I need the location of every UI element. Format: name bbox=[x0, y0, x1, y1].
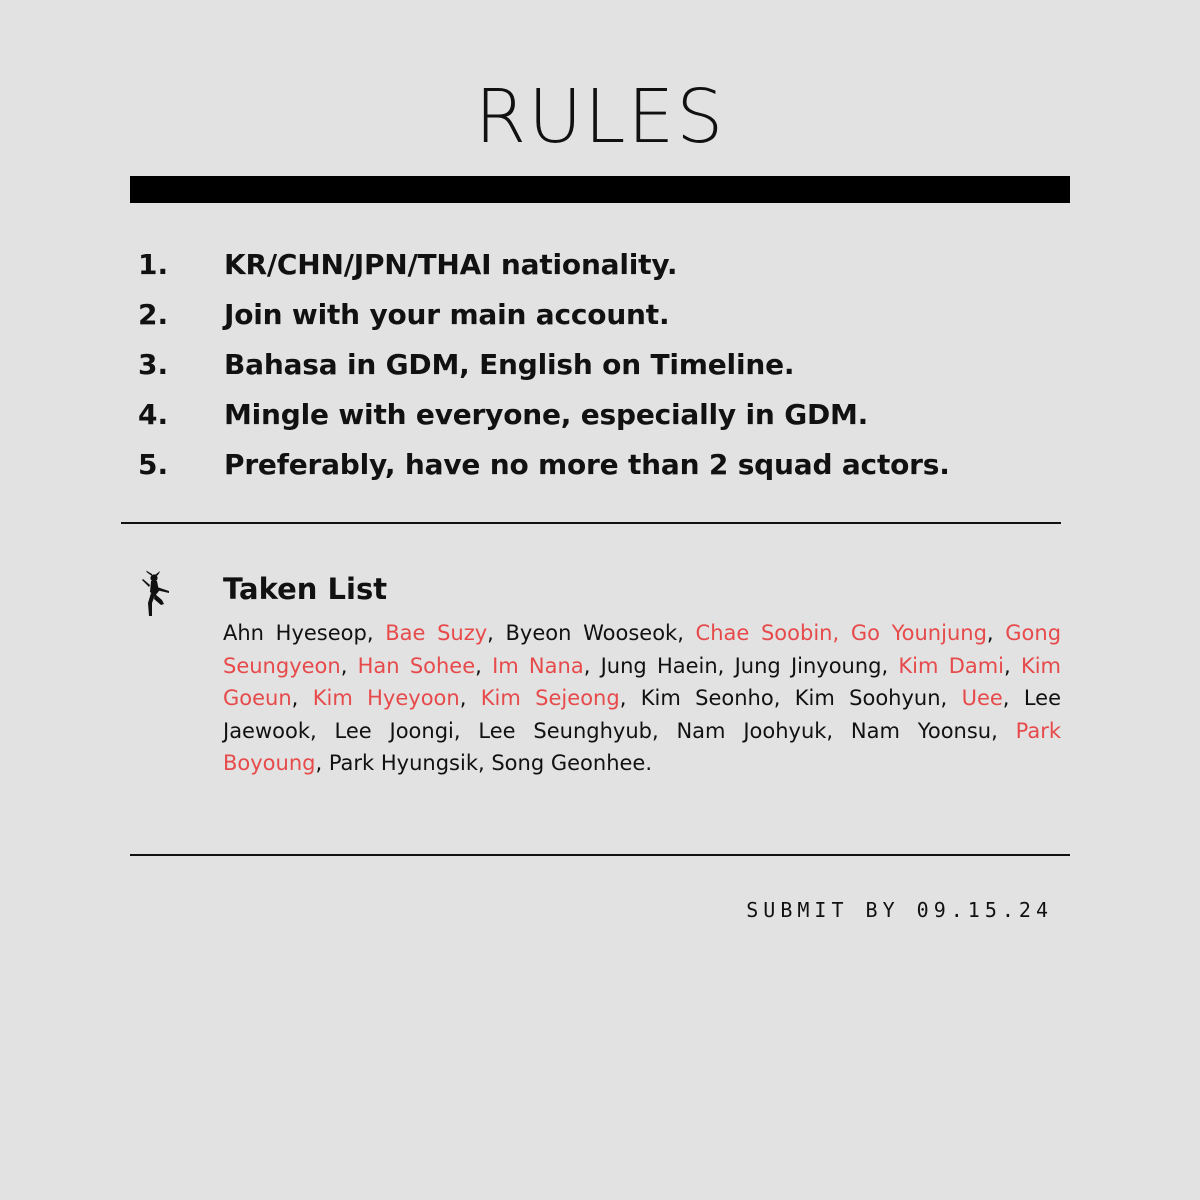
taken-name-text: Ahn Hyeseop bbox=[223, 621, 367, 645]
taken-name-highlighted: Chae Soobin, Go Younjung bbox=[695, 621, 987, 645]
taken-name-highlighted: Han Sohee bbox=[357, 653, 476, 678]
taken-name-text: , Jung Haein, Jung Jinyoung, bbox=[583, 653, 899, 678]
dancer-icon bbox=[134, 570, 174, 620]
rule-item bbox=[138, 290, 1078, 340]
rules-list bbox=[138, 240, 1078, 490]
taken-name-text: , Kim Seonho, Kim Soohyun, bbox=[619, 686, 962, 710]
title-underline-bar bbox=[130, 176, 1070, 203]
page-title: RULES bbox=[474, 74, 726, 160]
taken-name-highlighted: Kim Sejeong bbox=[480, 686, 620, 710]
submit-deadline: SUBMIT BY 09.15.24 bbox=[746, 898, 1053, 922]
taken-name-text: , Park Hyungsik, Song Geonhee. bbox=[315, 751, 653, 775]
rules-divider bbox=[121, 522, 1061, 524]
rule-number: 2. bbox=[138, 298, 169, 331]
taken-name-highlighted: Kim Goeun bbox=[223, 653, 1061, 710]
taken-name-highlighted: Gong Seungyeon bbox=[223, 621, 1062, 678]
footer-divider bbox=[130, 854, 1070, 856]
rule-text: Preferably, have no more than 2 squad actors. bbox=[224, 448, 950, 481]
taken-name-highlighted: Kim Dami bbox=[898, 653, 1005, 678]
taken-name-highlighted: Kim Hyeyoon bbox=[312, 686, 460, 710]
taken-name-text: , Byeon Wooseok, bbox=[487, 621, 696, 645]
rule-number: 4. bbox=[138, 398, 169, 431]
rule-item bbox=[138, 240, 1078, 290]
taken-name-text: , bbox=[1004, 653, 1021, 678]
rule-text: Bahasa in GDM, English on Timeline. bbox=[224, 348, 795, 381]
taken-name-text: , bbox=[291, 686, 313, 710]
rule-text: Join with your main account. bbox=[224, 298, 670, 331]
taken-name-highlighted: Uee bbox=[961, 686, 1003, 710]
taken-list-heading: Taken List bbox=[223, 572, 388, 606]
rule-item bbox=[138, 440, 1078, 490]
rule-text: KR/CHN/JPN/THAI nationality. bbox=[224, 248, 678, 281]
rule-number: 1. bbox=[138, 248, 169, 281]
rule-item bbox=[138, 390, 1078, 440]
rule-number: 3. bbox=[138, 348, 169, 381]
taken-name-text: , Lee Jaewook, Lee Joongi, Lee Seunghyub, Nam Joohyuk, Nam Yoonsu, bbox=[223, 686, 1062, 743]
taken-name-highlighted: Bae Suzy bbox=[385, 621, 488, 645]
taken-list-body bbox=[223, 617, 1061, 780]
taken-name-highlighted: Im Nana bbox=[492, 653, 584, 678]
rule-number: 5. bbox=[138, 448, 169, 481]
taken-name-text: , bbox=[986, 621, 1006, 645]
taken-name-text: , bbox=[340, 653, 358, 678]
taken-name-highlighted: Park Boyoung bbox=[223, 718, 1061, 775]
rule-text: Mingle with everyone, especially in GDM. bbox=[224, 398, 869, 431]
rule-item bbox=[138, 340, 1078, 390]
taken-name-text: , bbox=[475, 653, 493, 678]
taken-name-text: , bbox=[459, 686, 481, 710]
taken-name-text: , bbox=[366, 621, 386, 645]
